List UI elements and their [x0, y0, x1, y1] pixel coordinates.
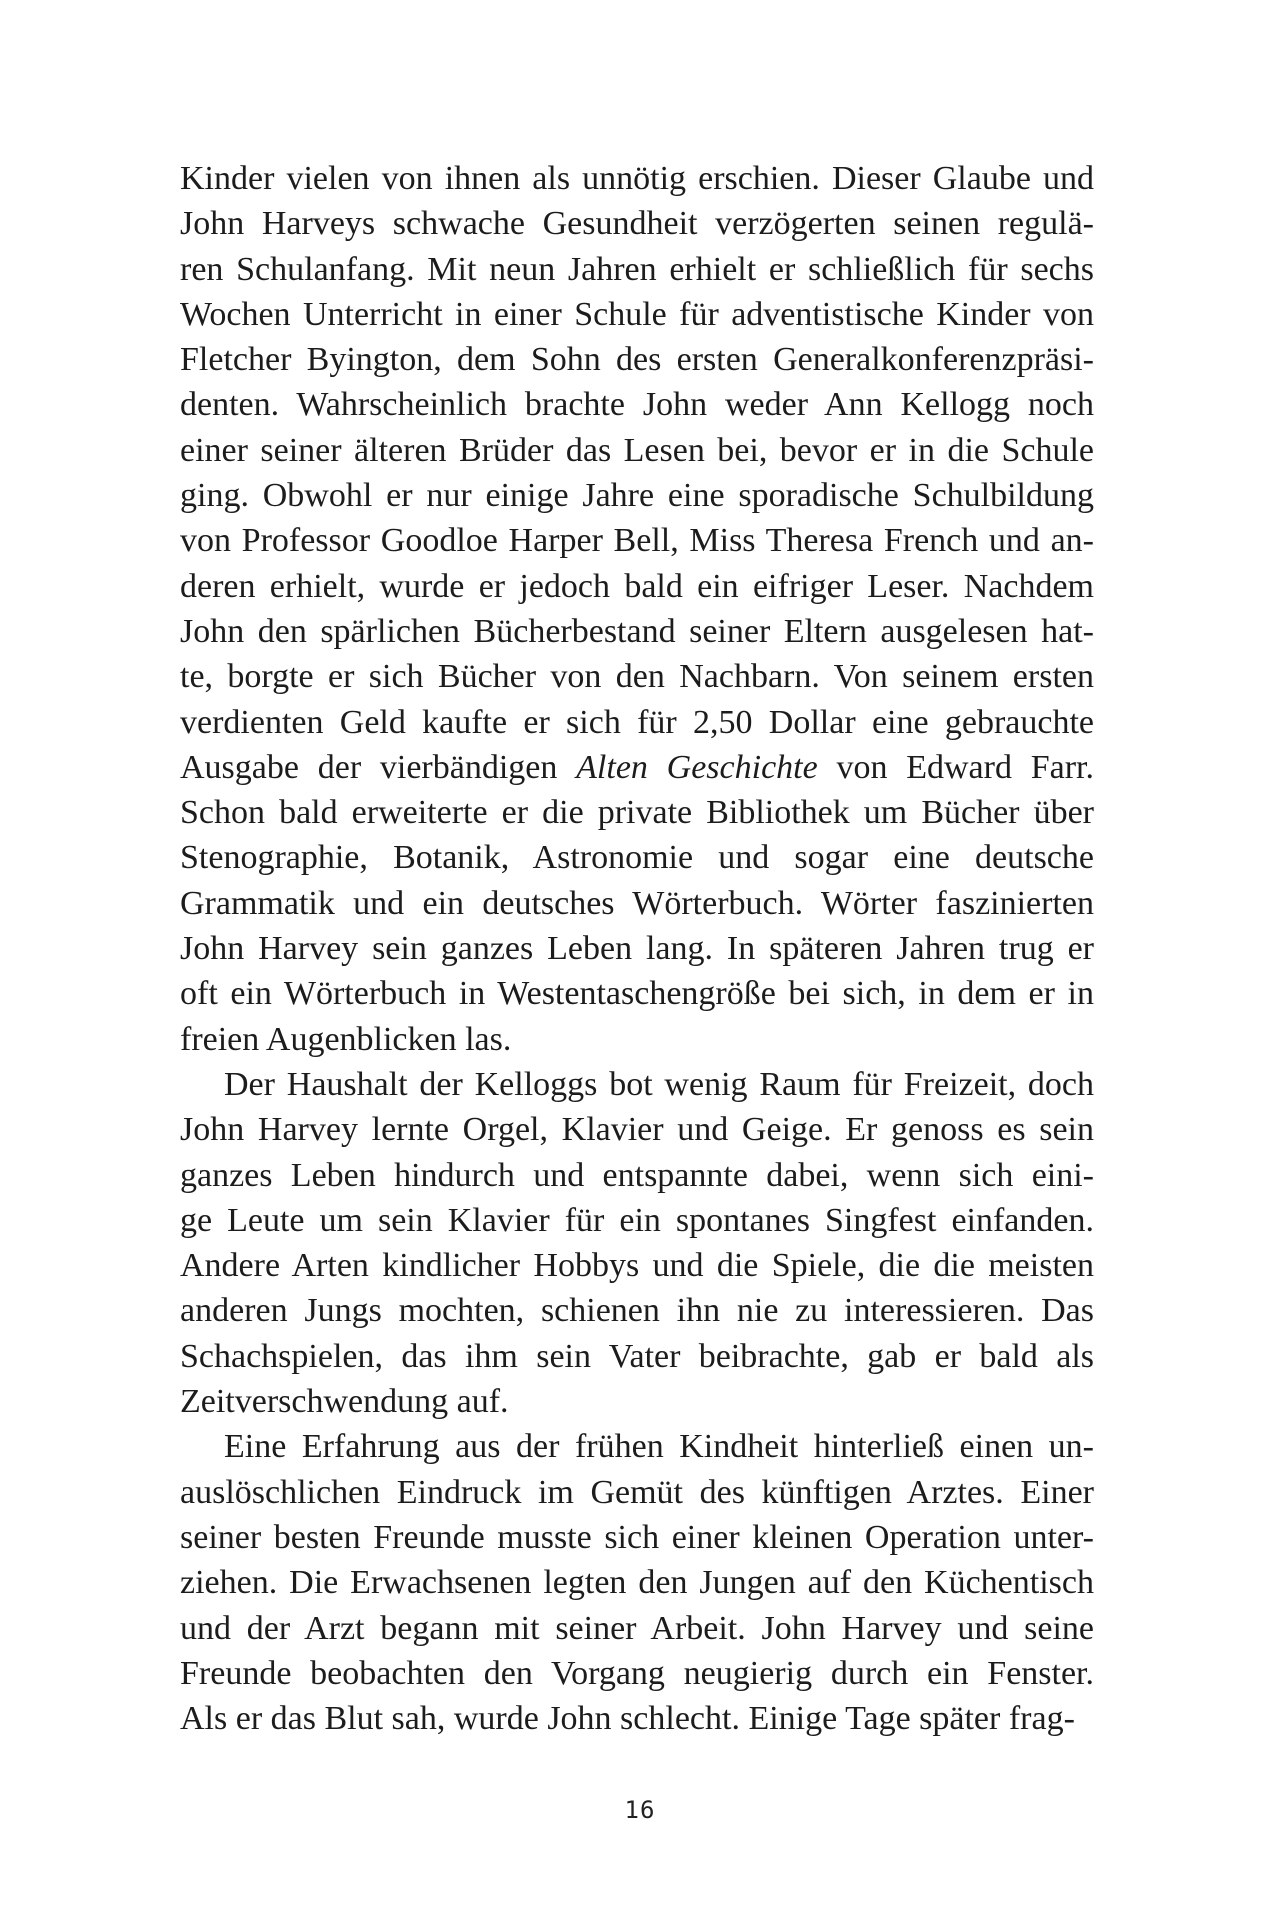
text-line: Schon bald erweiterte er die private Bibliothek um Bücher über [180, 794, 1094, 832]
text-line: denten. Wahrscheinlich brachte John weder Ann Kellogg noch [180, 386, 1094, 424]
text-line: Stenographie, Botanik, Astronomie und sogar eine deutsche [180, 839, 1094, 877]
text-line: Als er das Blut sah, wurde John schlecht. Einige Tage später frag- [180, 1700, 1075, 1738]
text-line: freien Augenblicken las. [180, 1020, 512, 1058]
text-line: verdienten Geld kaufte er sich für 2,50 Dollar eine gebrauchte [180, 703, 1094, 741]
text-line: Grammatik und ein deutsches Wörterbuch. Wörter faszinierten [180, 884, 1094, 922]
text-line: John Harveys schwache Gesundheit verzögerten seinen regulä- [180, 205, 1094, 243]
text-line: und der Arzt begann mit seiner Arbeit. John Harvey und seine [180, 1609, 1094, 1647]
text-line: Der Haushalt der Kelloggs bot wenig Raum für Freizeit, doch [224, 1065, 1094, 1103]
text-line: te, borgte er sich Bücher von den Nachbarn. Von seinem ersten [180, 658, 1094, 696]
body-text [180, 156, 1094, 1741]
text-line: John Harvey lernte Orgel, Klavier und Geige. Er genoss es sein [180, 1111, 1094, 1149]
text-line: anderen Jungs mochten, schienen ihn nie zu interessieren. Das [180, 1292, 1094, 1330]
text-line: ziehen. Die Erwachsenen legten den Jungen auf den Küchentisch [180, 1564, 1094, 1602]
text-line: seiner besten Freunde musste sich einer kleinen Operation unter- [180, 1518, 1094, 1556]
text-line: Andere Arten kindlicher Hobbys und die Spiele, die die meisten [180, 1247, 1094, 1285]
text-line: Fletcher Byington, dem Sohn des ersten Generalkonferenzpräsi- [180, 341, 1094, 379]
text-line: von Professor Goodloe Harper Bell, Miss Theresa French und an- [180, 522, 1094, 560]
text-line: Zeitverschwendung auf. [180, 1383, 509, 1421]
text-line: Wochen Unterricht in einer Schule für adventistische Kinder von [180, 295, 1094, 333]
text-line: Freunde beobachten den Vorgang neugierig durch ein Fenster. [180, 1654, 1094, 1692]
book-title-italic: Alten Geschichte [576, 748, 818, 786]
text-line: einer seiner älteren Brüder das Lesen bei, bevor er in die Schule [180, 431, 1094, 469]
text-line: oft ein Wörterbuch in Westentaschengröße bei sich, in dem er in [180, 975, 1094, 1013]
text-line: Ausgabe der vierbändigen Alten Geschichte von Edward Farr. [180, 748, 1094, 786]
text-line: Schachspielen, das ihm sein Vater beibrachte, gab er bald als [180, 1337, 1094, 1375]
text-line: deren erhielt, wurde er jedoch bald ein eifriger Leser. Nachdem [180, 567, 1094, 605]
text-line: ren Schulanfang. Mit neun Jahren erhielt er schließlich für sechs [180, 250, 1094, 288]
text-line: John den spärlichen Bücherbestand seiner Eltern ausgelesen hat- [180, 612, 1094, 650]
page-number: 16 [624, 1796, 656, 1824]
text-line: ge Leute um sein Klavier für ein spontanes Singfest einfanden. [180, 1201, 1094, 1239]
text-line: auslöschlichen Eindruck im Gemüt des künftigen Arztes. Einer [180, 1473, 1094, 1511]
text-line: John Harvey sein ganzes Leben lang. In späteren Jahren trug er [180, 930, 1094, 968]
text-line: Kinder vielen von ihnen als unnötig erschien. Dieser Glaube und [180, 160, 1094, 197]
text-line: ging. Obwohl er nur einige Jahre eine sporadische Schulbildung [180, 477, 1094, 515]
text-line: ganzes Leben hindurch und entspannte dabei, wenn sich eini- [180, 1156, 1094, 1194]
text-line: Eine Erfahrung aus der frühen Kindheit hinterließ einen un- [224, 1428, 1094, 1466]
